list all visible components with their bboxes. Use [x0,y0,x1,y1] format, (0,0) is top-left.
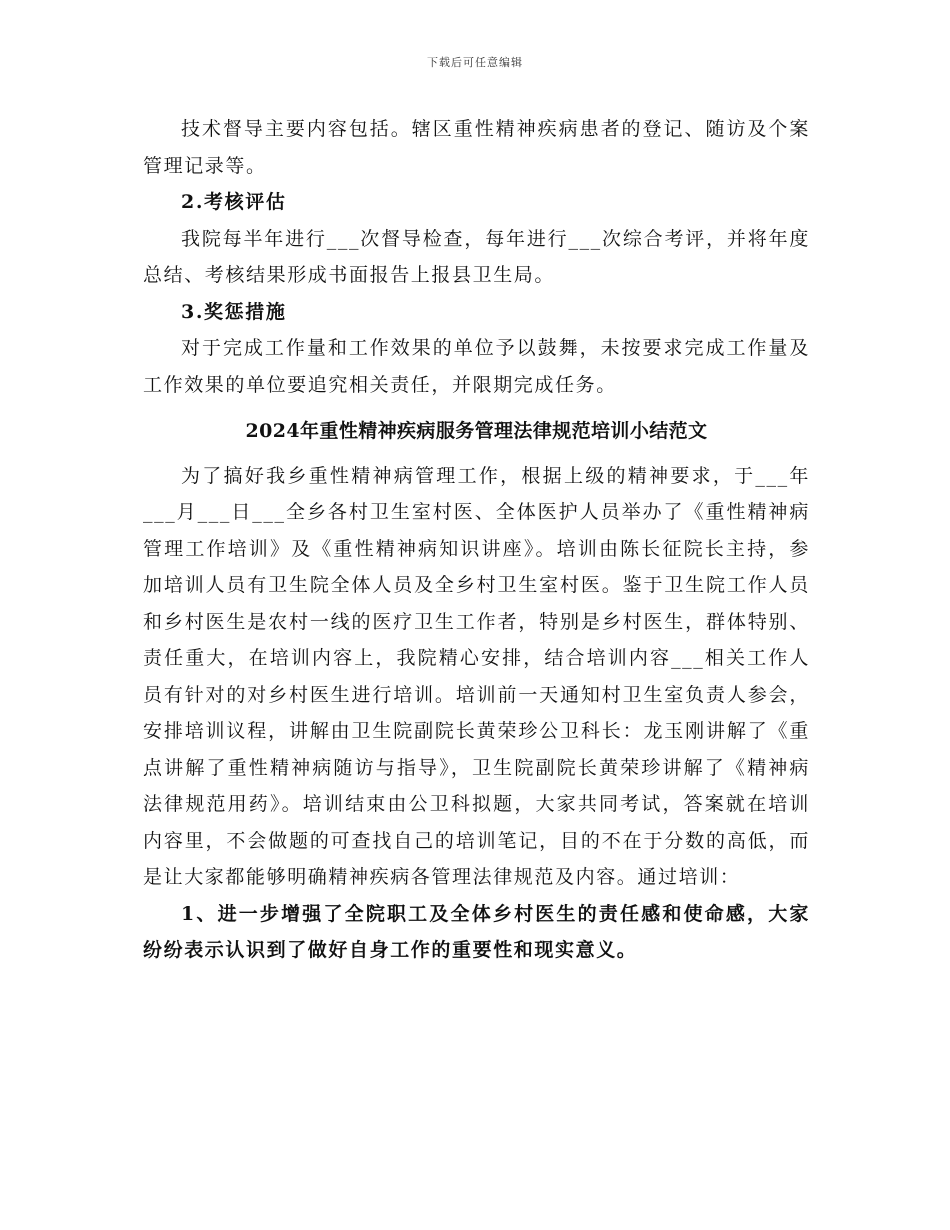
paragraph-supervision: 技术督导主要内容包括。辖区重性精神疾病患者的登记、随访及个案管理记录等。 [143,118,810,177]
paragraph-assessment: 我院每半年进行___次督导检查，每年进行___次综合考评，并将年度总结、考核结果形成书面报告上报县卫生局。 [143,227,810,286]
heading-rewards: 3.奖惩措施 [181,300,287,323]
paragraph-point-1: 1、进一步增强了全院职工及全体乡村医生的责任感和使命感，大家纷纷表示认识到了做好自身工作的重要性和现实意义。 [143,902,810,961]
paragraph-rewards: 对于完成工作量和工作效果的单位予以鼓舞，未按要求完成工作量及工作效果的单位要追究相关责任，并限期完成任务。 [143,337,810,396]
heading-assessment: 2.考核评估 [181,191,287,213]
document-title: 2024年重性精神疾病服务管理法律规范培训小结范文 [245,420,708,442]
document-body [143,111,810,969]
paragraph-training-summary: 为了搞好我乡重性精神病管理工作，根据上级的精神要求，于___年___月___日___全乡各村卫生室村医、全体医护人员举办了《重性精神病管理工作培训》及《重性精神病知识讲座》。培训由陈长征院长主持，参加培训人员有卫生院全体人员及全乡村卫生室村医。鉴于卫生院工作人员和乡村医生是农村一线的医疗卫生工作者，特别是乡村医生，群体特别、责任重大，在培训内容上，我院精心安排，结合培训内容___相关工作人员有针对的对乡村医生进行培训。培训前一天通知村卫生室负责人参会，安排培训议程，讲解由卫生院副院长黄荣珍公卫科长：龙玉刚讲解了《重点讲解了重性精神病随访与指导》，卫生院副院长黄荣珍讲解了《精神病法律规范用药》。培训结束由公卫科拟题，大家共同考试，答案就在培训内容里，不会做题的可查找自己的培训笔记，目的不在于分数的高低，而是让大家都能够明确精神疾病各管理法律规范及内容。通过培训： [143,464,810,888]
header-note: 下载后可任意编辑 [427,56,523,69]
